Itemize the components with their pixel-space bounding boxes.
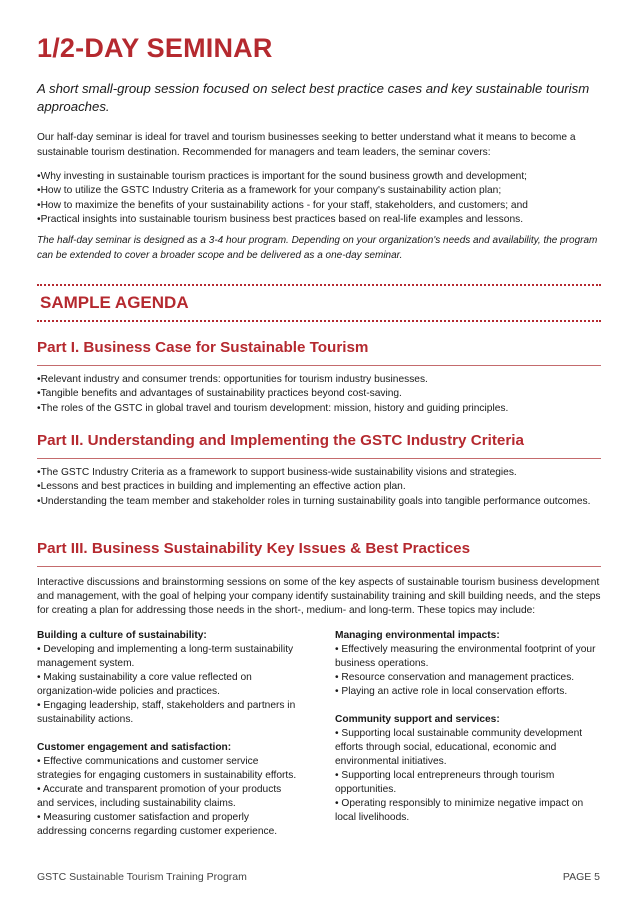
list-item: • Tangible benefits and advantages of sustainability practices beyond cost-saving.: [37, 387, 601, 401]
list-item: • Practical insights into sustainable tourism business best practices based on real-life examples and lessons.: [37, 213, 601, 227]
list-item: • Supporting local sustainable community development efforts through social, educational, economic and environmental initiatives.: [335, 728, 583, 767]
page-subtitle: A short small-group session focused on select best practice cases and key sustainable tourism approaches.: [37, 81, 590, 114]
dotted-divider-bottom: [37, 320, 601, 322]
list-item: • Playing an active role in local conservation efforts.: [335, 686, 568, 697]
part2-rule: [37, 458, 601, 459]
culture-heading: Building a culture of sustainability:: [37, 630, 207, 641]
part2-bullet-list: [37, 466, 601, 509]
intro-bullet-list: [37, 170, 601, 227]
intro-paragraph: Our half-day seminar is ideal for travel and tourism businesses seeking to better understand what it means to become a sustainable tourism destination. Recommended for managers and team leaders, the seminar covers:: [37, 132, 576, 158]
list-item: • The GSTC Industry Criteria as a framework to support business-wide sustainability visions and strategies.: [37, 466, 601, 480]
community-heading: Community support and services:: [335, 714, 500, 725]
list-item: • How to utilize the GSTC Industry Criteria as a framework for your company's sustainability action plan;: [37, 184, 601, 198]
part2-heading: Part II. Understanding and Implementing the GSTC Industry Criteria: [37, 432, 524, 449]
topics-right-column: [335, 629, 597, 825]
agenda-heading: SAMPLE AGENDA: [40, 293, 189, 312]
part3-intro: Interactive discussions and brainstorming sessions on some of the key aspects of sustainable tourism business development and management, with the goal of helping your company identify sustainability training and skill building needs, and the steps for creating a plan for addressing those needs in the short-, medium- and long-term. These topics may include:: [37, 577, 601, 616]
environment-heading: Managing environmental impacts:: [335, 630, 500, 641]
list-item: • Understanding the team member and stakeholder roles in turning sustainability goals into tangible performance outcomes.: [37, 495, 601, 509]
list-item: • Resource conservation and management practices.: [335, 672, 575, 683]
list-item: • Accurate and transparent promotion of your products and services, including sustainability claims.: [37, 784, 282, 809]
dotted-divider-top: [37, 284, 601, 286]
topics-left-column: [37, 629, 299, 839]
customer-heading: Customer engagement and satisfaction:: [37, 742, 232, 753]
list-item: • Engaging leadership, staff, stakeholders and partners in sustainability actions.: [37, 700, 296, 725]
list-item: • Developing and implementing a long-term sustainability management system.: [37, 644, 294, 669]
footer-program-name: GSTC Sustainable Tourism Training Program: [37, 871, 247, 883]
program-note: The half-day seminar is designed as a 3-4 hour program. Depending on your organization's needs and availability, the program can be extended to cover a broader scope and be delivered as a one-day seminar.: [37, 235, 598, 261]
list-item: • Measuring customer satisfaction and properly addressing concerns regarding customer experience.: [37, 812, 278, 837]
part1-rule: [37, 365, 601, 366]
list-item: • Making sustainability a core value reflected on organization-wide policies and practices.: [37, 672, 252, 697]
part3-heading: Part III. Business Sustainability Key Issues & Best Practices: [37, 540, 471, 557]
list-item: • Operating responsibly to minimize negative impact on local livelihoods.: [335, 798, 584, 823]
page-title: 1/2-DAY SEMINAR: [37, 33, 273, 63]
part1-heading: Part I. Business Case for Sustainable Tourism: [37, 339, 369, 356]
footer-page-number: PAGE 5: [562, 871, 600, 883]
part3-rule: [37, 566, 601, 567]
part1-bullet-list: [37, 373, 601, 416]
list-item: • Effective communications and customer service strategies for engaging customers in sustainability efforts.: [37, 756, 297, 781]
list-item: • Supporting local entrepreneurs through tourism opportunities.: [335, 770, 555, 795]
list-item: • Lessons and best practices in building and implementing an effective action plan.: [37, 480, 601, 494]
list-item: • How to maximize the benefits of your sustainability actions - for your staff, stakeholders, and customers; and: [37, 199, 601, 213]
list-item: • The roles of the GSTC in global travel and tourism development: mission, history and guiding principles.: [37, 402, 601, 416]
list-item: • Relevant industry and consumer trends: opportunities for tourism industry businesses.: [37, 373, 601, 387]
list-item: • Why investing in sustainable tourism practices is important for the sound business growth and development;: [37, 170, 601, 184]
list-item: • Effectively measuring the environmental footprint of your business operations.: [335, 644, 596, 669]
